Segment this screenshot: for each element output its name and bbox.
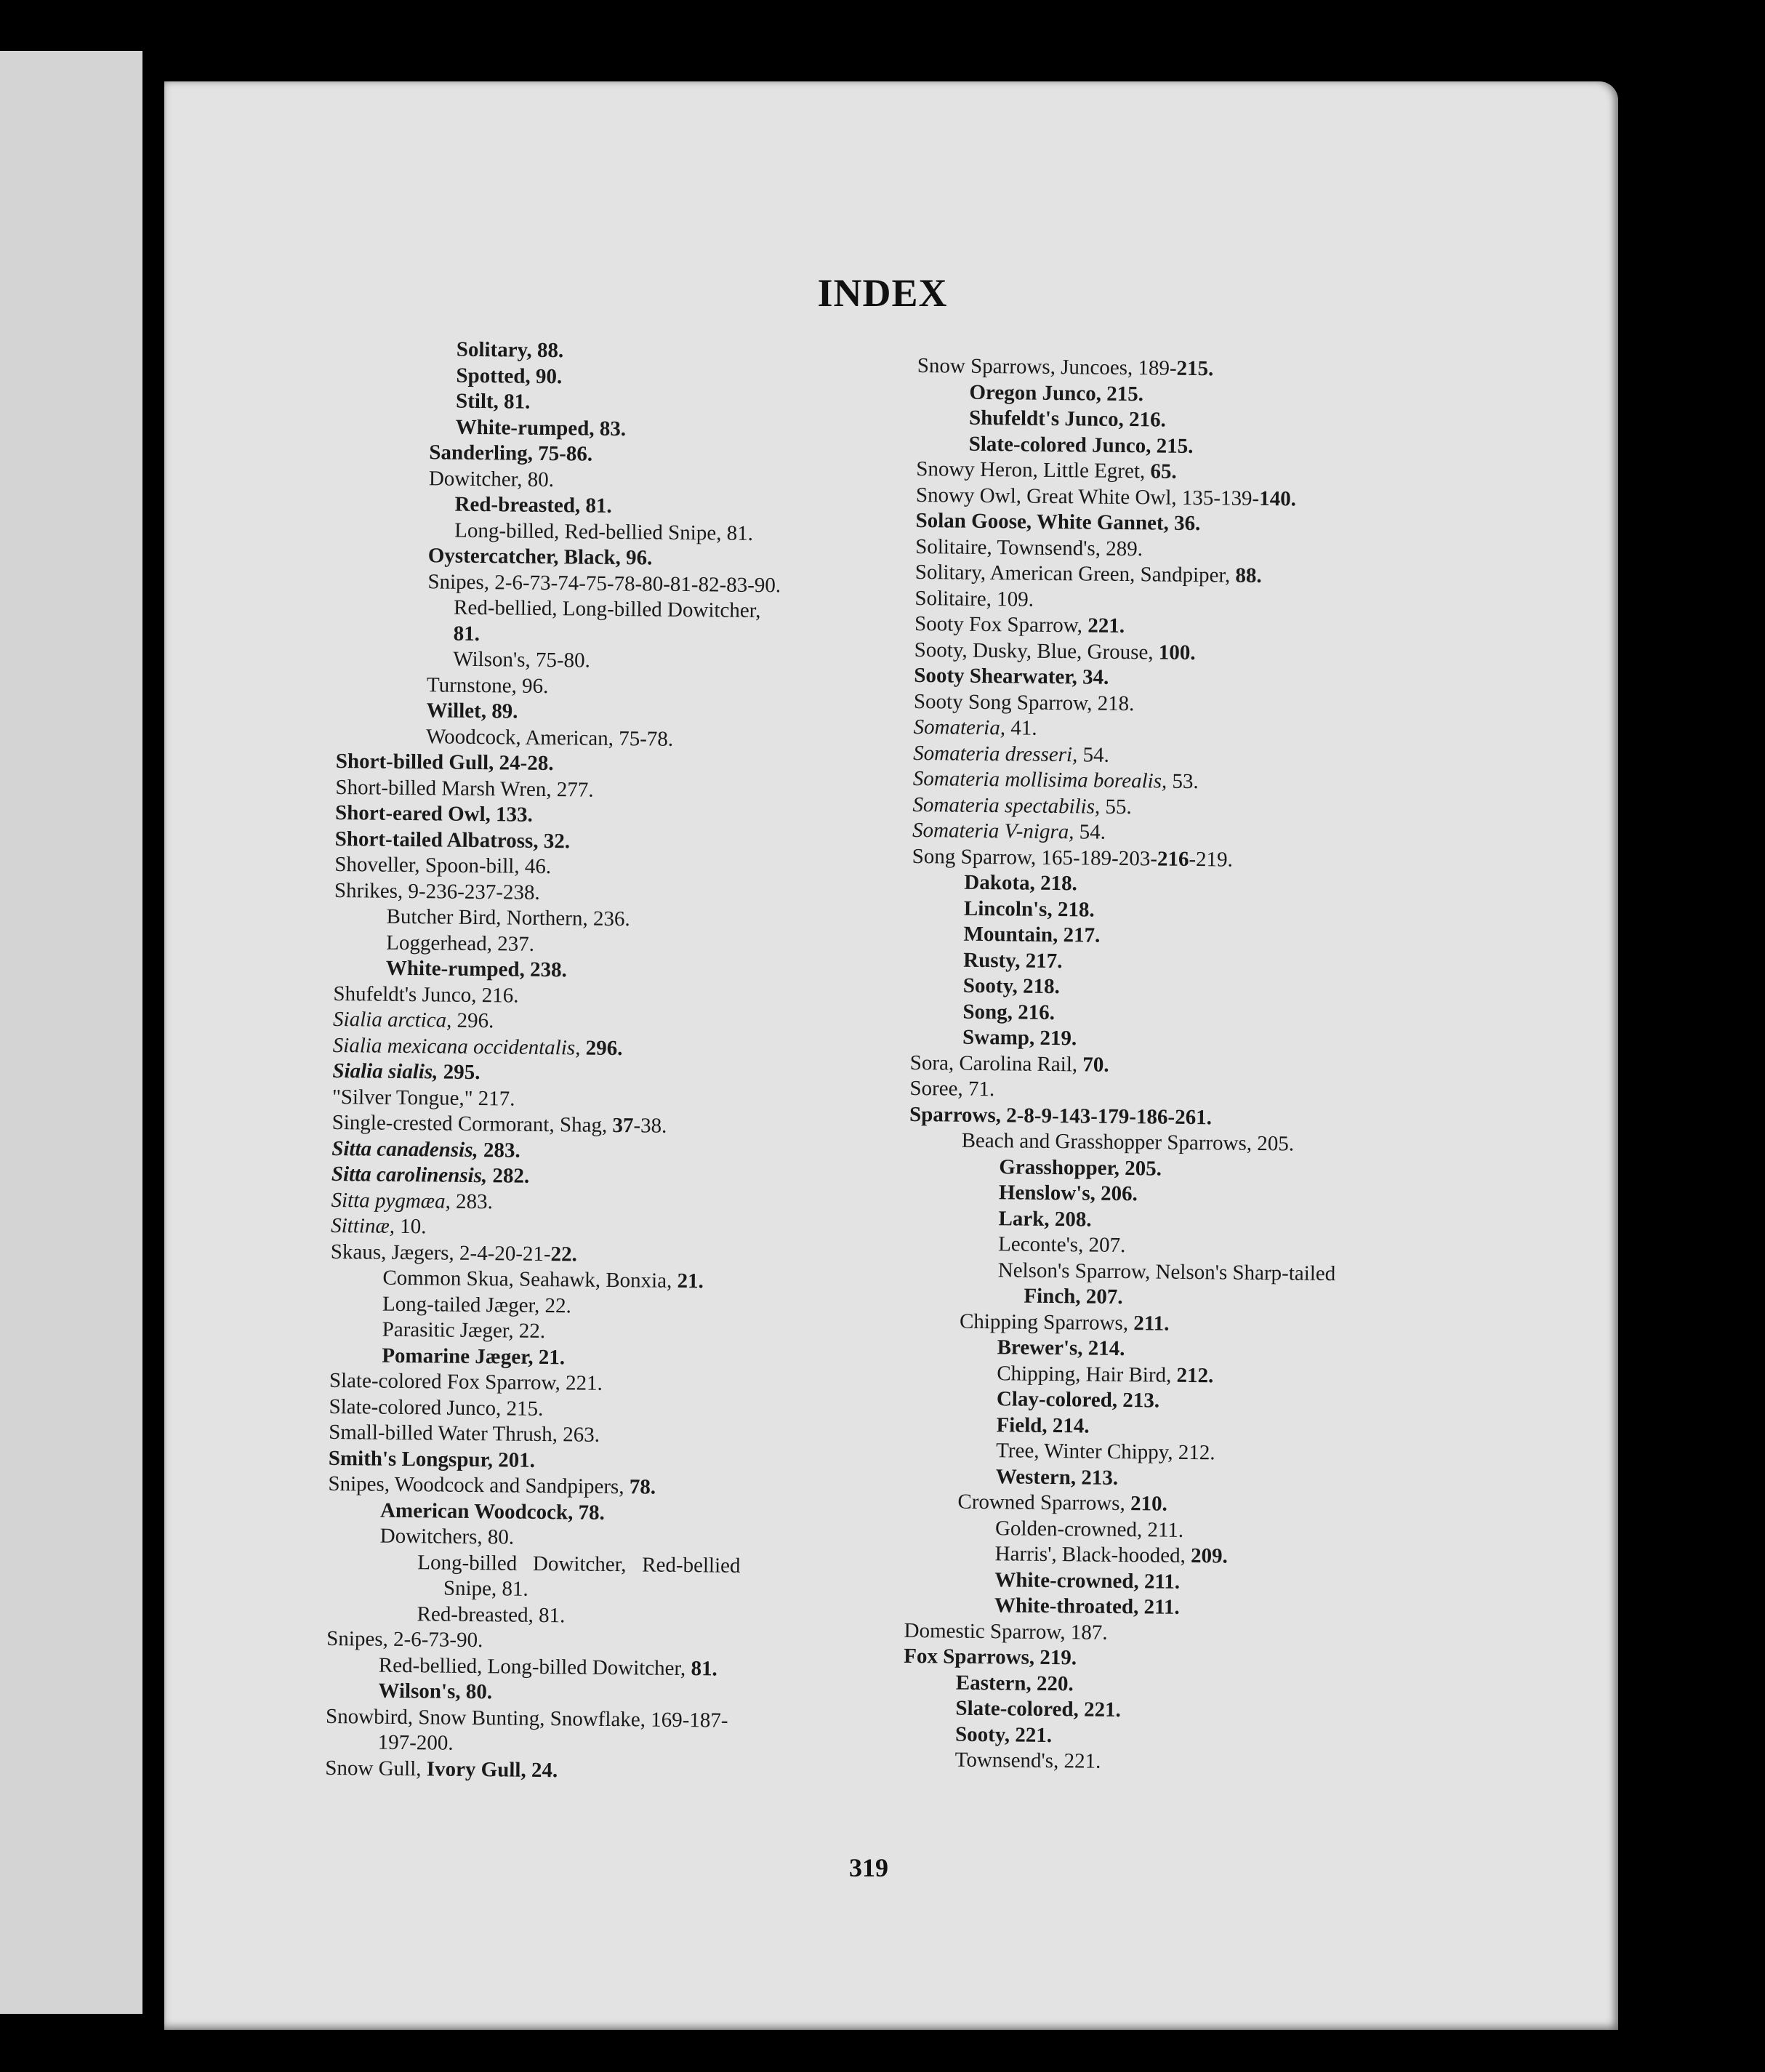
index-entry-text: Sanderling, 75-86. [429, 441, 593, 466]
index-entry-text: Sialia arctica, [332, 1007, 452, 1032]
index-entry-text: 54. [1074, 820, 1106, 844]
page-title: INDEX [817, 271, 948, 315]
index-entry-text: Solitary, 88. [456, 337, 564, 363]
index-entry-text: 216 [1157, 846, 1189, 871]
index-entry-text: Somateria V-nigra, [912, 818, 1074, 844]
index-entry-text: Small-billed Water Thrush, 263. [329, 1420, 600, 1447]
index-entry-text: Beach and Grasshopper Sparrows, 205. [961, 1128, 1295, 1156]
index-entry-text: Fox Sparrows, 219. [904, 1644, 1077, 1670]
index-entry-text: 295. [438, 1060, 481, 1085]
index-entry-text: Red-breasted, 81. [454, 492, 612, 518]
index-entry-text: Soree, 71. [909, 1076, 995, 1101]
book-gutter [142, 44, 164, 2028]
index-entry-text: Snow Sparrows, Juncoes, 189- [917, 353, 1177, 380]
index-entry-text: Rusty, 217. [963, 948, 1063, 973]
index-entry-text: Sittinæ, [331, 1213, 395, 1238]
index-entry-text: Dowitcher, 80. [428, 466, 555, 491]
index-entry-text: Grasshopper, 205. [999, 1155, 1162, 1181]
index-entry-text: 54. [1077, 742, 1109, 767]
index-entry-text: Tree, Winter Chippy, 212. [996, 1439, 1215, 1465]
index-entry-text: White-crowned, 211. [994, 1567, 1181, 1594]
index-entry-text: Song Sparrow, 165-189-203- [912, 844, 1158, 870]
index-entry-text: 283. [450, 1189, 494, 1213]
index-entry-text: Spotted, 90. [456, 364, 563, 388]
index-entry-text: Willet, 89. [426, 699, 518, 723]
index-entry-text: Shrikes, 9-236-237-238. [334, 878, 540, 904]
index-entry-text: Nelson's Sparrow, Nelson's Sharp-tailed [997, 1258, 1336, 1285]
index-entry-text: Slate-colored, 221. [955, 1696, 1122, 1722]
index-entry-text: Woodcock, American, 75-78. [426, 724, 674, 751]
index-entry-text: 296. [580, 1036, 623, 1060]
index-entry-text: -219. [1189, 847, 1234, 872]
index-entry-text: Wilson's, 80. [378, 1679, 493, 1704]
index-entry-text: Skaus, Jægers, 2-4-20-21- [330, 1240, 551, 1266]
index-entry-text: Common Skua, Seahawk, Bonxia, [382, 1266, 678, 1293]
index-entry-text: Finch, 207. [1024, 1284, 1123, 1309]
index-entry-text: Oregon Junco, 215. [969, 380, 1144, 406]
index-entry-text: Brewer's, 214. [997, 1336, 1125, 1361]
index-entry-text: Sooty Fox Sparrow, [914, 611, 1088, 638]
index-entry-text: Sparrows, 2-8-9-143-179-186-261. [909, 1102, 1213, 1129]
index-entry-text: Sialia mexicana occidentalis, [332, 1033, 581, 1060]
index-entry-text: Dakota, 218. [964, 870, 1078, 896]
index-entry-text: Short-billed Gull, 24-28. [335, 749, 554, 776]
index-entry-text: American Woodcock, 78. [379, 1498, 606, 1525]
index-entry-text: Field, 214. [996, 1413, 1090, 1438]
index-entry-text: Dowitchers, 80. [379, 1524, 515, 1549]
index-entry-text: 81. [453, 622, 481, 646]
index-entry-text: 215. [1176, 356, 1214, 381]
index-entry-text: Solitaire, 109. [914, 586, 1034, 611]
index-entry-text: Turnstone, 96. [426, 672, 549, 698]
index-entry-text: Lincoln's, 218. [963, 896, 1095, 922]
index-entry-text: Snipes, 2-6-73-90. [326, 1626, 483, 1653]
index-entry-text: Somateria dresseri, [913, 741, 1078, 766]
index-entry-text: Short-eared Owl, 133. [334, 800, 534, 827]
index-entry-text: 41. [1005, 716, 1037, 740]
index-entry-text: Slate-colored Fox Sparrow, 221. [329, 1368, 603, 1395]
index-entry-text: Crowned Sparrows, [957, 1490, 1131, 1516]
index-entry-text: 10. [394, 1214, 427, 1239]
index-entry-text: Solitaire, Townsend's, 289. [915, 534, 1143, 561]
index-entry-text: Snowbird, Snow Bunting, Snowflake, 169-187- [325, 1704, 728, 1732]
index-entry-text: 81. [691, 1656, 717, 1681]
index-entry-text: Chipping Sparrows, [959, 1309, 1134, 1335]
index-entry-text: 100. [1158, 640, 1196, 664]
index-entry-text: Snow Gull, [325, 1756, 427, 1780]
index-entry-text: 53. [1167, 769, 1199, 794]
index-entry-text: Somateria spectabilis, [912, 792, 1101, 819]
index-entry-text: Snowy Heron, Little Egret, [916, 457, 1151, 483]
index-entry-text: Song, 216. [962, 1000, 1056, 1024]
index-entry-text: 37 [612, 1113, 634, 1138]
index-entry-text: Pomarine Jæger, 21. [382, 1344, 566, 1369]
index-entry-text: 88. [1235, 563, 1262, 587]
index-entry-text: 211. [1133, 1311, 1170, 1336]
index-entry-text: Oystercatcher, Black, 96. [427, 544, 653, 570]
index-entry-text: 221. [1087, 614, 1125, 638]
index-entry-text: 65. [1150, 459, 1177, 483]
index-entry-text: Harris', Black-hooded, [994, 1542, 1191, 1568]
index-entry-text: White-throated, 211. [994, 1594, 1180, 1619]
index-entry-text: Sooty Shearwater, 34. [914, 663, 1109, 689]
index-entry-text: Red-breasted, 81. [417, 1602, 566, 1627]
index-entry-text: Solitary, American Green, Sandpiper, [914, 560, 1236, 587]
index-entry-text: Shufeldt's Junco, 216. [333, 981, 519, 1008]
index-entry-text: 70. [1082, 1052, 1109, 1077]
index-entry-text: Snipes, Woodcock and Sandpipers, [328, 1471, 630, 1499]
index-entry-text: 296. [451, 1008, 494, 1033]
index-entry-text: Snipes, 2-6-73-74-75-78-80-81-82-83-90. [427, 569, 781, 597]
index-entry-text: 210. [1130, 1492, 1167, 1516]
index-entry-text: Shufeldt's Junco, 216. [968, 406, 1166, 432]
index-entry-text: Slate-colored Junco, 215. [329, 1394, 544, 1421]
index-entry-text: Chipping, Hair Bird, [997, 1361, 1177, 1387]
index-entry-text: 212. [1176, 1363, 1214, 1387]
index-entry-text: Loggerhead, 237. [386, 931, 535, 956]
index-entry-text: 283. [478, 1138, 520, 1163]
index-entry-text: Red-bellied, Long-billed Dowitcher, [453, 595, 761, 623]
index-entry-text: 140. [1259, 486, 1297, 510]
index-entry-text: Ivory Gull, 24. [426, 1756, 558, 1782]
index-entry-text: Eastern, 220. [955, 1671, 1074, 1695]
index-entry-text: Sora, Carolina Rail, [909, 1051, 1083, 1076]
index-entry-text: -38. [633, 1114, 667, 1138]
index-entry-text: "Silver Tongue," 217. [331, 1085, 515, 1111]
index-entry-text: Short-tailed Albatross, 32. [334, 827, 571, 853]
index-entry-text: Sooty, 221. [954, 1722, 1053, 1747]
index-entry-text: Mountain, 217. [963, 922, 1101, 947]
index-entry-text: Smith's Longspur, 201. [328, 1446, 536, 1472]
index-entry-text: Wilson's, 75-80. [453, 647, 591, 672]
index-column-right [903, 353, 1492, 1779]
index-entry-text: Snowy Owl, Great White Owl, 135-139- [915, 483, 1260, 510]
index-entry-text: Henslow's, 206. [998, 1181, 1138, 1206]
index-entry-text: Somateria, [913, 715, 1006, 740]
index-entry-text: Butcher Bird, Northern, 236. [386, 904, 630, 931]
index-entry-text: Sooty, 218. [962, 973, 1060, 999]
index-entry-text: Sitta pygmæa, [331, 1188, 451, 1213]
index-entry-text: Shoveller, Spoon-bill, 46. [334, 852, 552, 879]
index-entry-text: Single-crested Cormorant, Shag, [331, 1110, 613, 1137]
index-entry-text: Golden-crowned, 211. [994, 1516, 1184, 1542]
index-entry-text: 78. [629, 1475, 656, 1499]
index-entry-text: Slate-colored Junco, 215. [968, 432, 1194, 458]
index-entry-text: 282. [487, 1164, 530, 1188]
index-entry-text: Western, 213. [995, 1464, 1119, 1490]
index-entry-text: Sooty Song Sparrow, 218. [913, 689, 1135, 715]
index-entry-text: Townsend's, 221. [954, 1748, 1101, 1773]
index-entry-text: Long-billed, Red-bellied Snipe, 81. [454, 518, 754, 545]
index-entry-text: Sialia sialis, [332, 1059, 438, 1084]
index-entry-text: Long-billed Dowitcher, Red-bellied [417, 1550, 741, 1578]
index-entry-text: Clay-colored, 213. [996, 1387, 1160, 1413]
index-entry-text: White-rumped, 83. [455, 415, 627, 441]
index-entry-text: Sooty, Dusky, Blue, Grouse, [914, 638, 1159, 664]
index-entry-text: 22. [550, 1242, 578, 1266]
index-entry-text: White-rumped, 238. [385, 956, 567, 982]
index-entry-text: 197-200. [377, 1730, 454, 1755]
index-entry-text: Solan Goose, White Gannet, 36. [915, 508, 1201, 536]
index-entry-text: Sitta canadensis, [331, 1136, 478, 1162]
index-entry-text: Swamp, 219. [962, 1025, 1077, 1051]
index-entry-text: 21. [677, 1269, 704, 1293]
index-entry-text: Snipe, 81. [443, 1576, 528, 1601]
index-entry-text: Red-bellied, Long-billed Dowitcher, [378, 1653, 691, 1680]
page-number: 319 [849, 1853, 888, 1882]
index-entry-text: Parasitic Jæger, 22. [382, 1317, 546, 1344]
index-column-left [325, 336, 914, 1787]
index-entry-text: Lark, 208. [998, 1206, 1092, 1232]
index-entry-text: Long-tailed Jæger, 22. [382, 1292, 572, 1317]
index-entry-text: 55. [1100, 795, 1132, 819]
index-entry-text: Leconte's, 207. [998, 1232, 1126, 1258]
index-entry-text: Short-billed Marsh Wren, 277. [335, 775, 594, 802]
index-entry-text: 209. [1190, 1544, 1228, 1568]
index-entry-text: Domestic Sparrow, 187. [904, 1618, 1108, 1645]
index-entry-text: Stilt, 81. [455, 389, 531, 414]
index-entry-text: Somateria mollisima borealis, [912, 766, 1167, 793]
index-entry-text: Sitta carolinensis, [331, 1162, 488, 1188]
facing-page-edge [0, 51, 142, 2014]
